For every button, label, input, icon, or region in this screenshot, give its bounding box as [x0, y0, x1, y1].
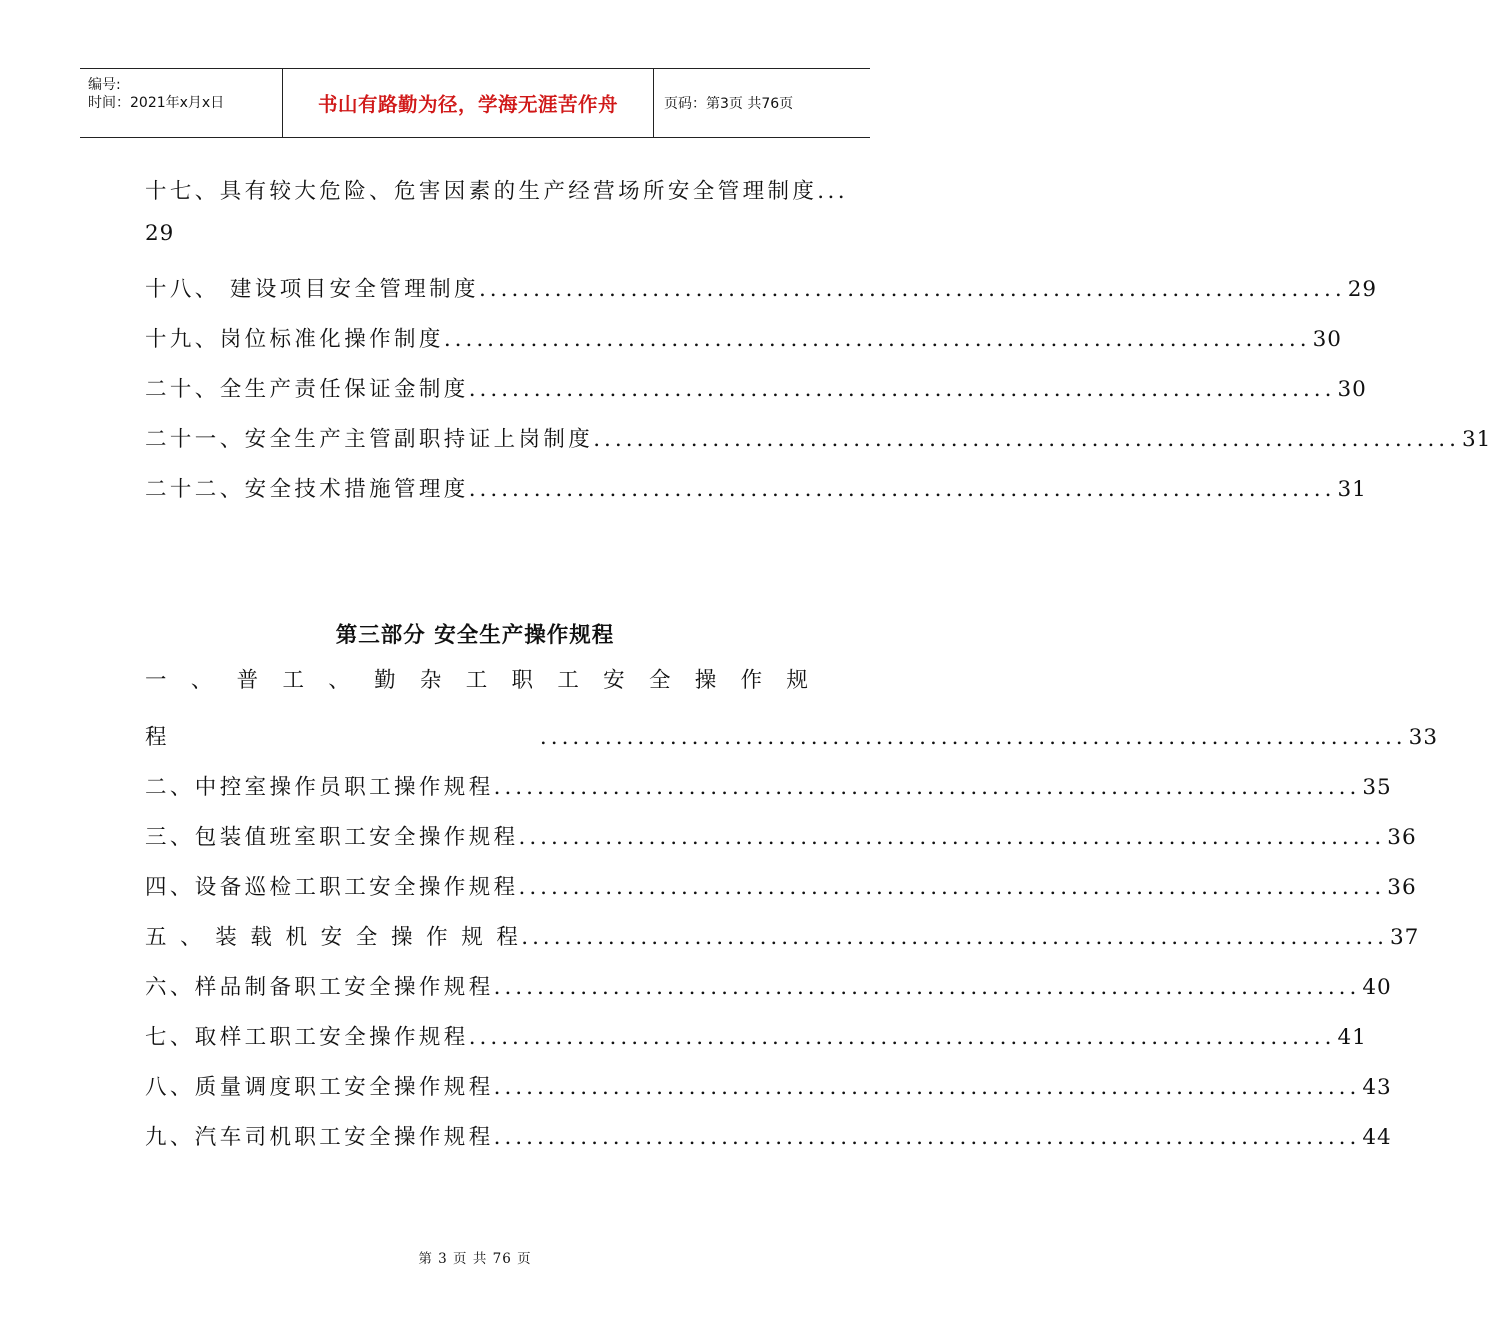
toc-item-page: 29 [145, 221, 175, 246]
toc-item [145, 320, 1342, 352]
toc-item [145, 1068, 1392, 1100]
page-footer: 第 3 页 共 76 页 [418, 1251, 532, 1267]
toc-item-page: 40 [1362, 974, 1392, 1000]
toc-char: 操 [694, 668, 717, 693]
toc-item-title: 二十一、安全生产主管副职持证上岗制度 [145, 426, 594, 452]
toc-item [145, 370, 1367, 402]
toc-item-title: 四、设备巡检工职工安全操作规程 [145, 874, 519, 900]
toc-char: 工 [557, 668, 579, 693]
toc-leader-dots: ................................................................................ [478, 276, 1346, 302]
toc-leader-dots: ................................................................................ [468, 1024, 1336, 1050]
toc-leader-dots: ................................................................................ [493, 1124, 1361, 1150]
toc-item [145, 270, 1378, 302]
toc-item-page: 31 [1461, 426, 1491, 452]
toc-item [145, 968, 1392, 1000]
toc-leader-dots: ................................................................................ [468, 376, 1336, 402]
document-code-label: 编号: [88, 77, 121, 93]
toc-leader-dots: ................................................................................ [518, 874, 1386, 900]
toc-leader-dots: ................................................................................ [521, 924, 1388, 950]
toc-char: 全 [648, 668, 671, 693]
document-header [80, 68, 870, 138]
section-title: 第三部分 安全生产操作规程 [335, 623, 615, 648]
toc-leader-dots: ................................................................................ [443, 326, 1311, 352]
toc-item-title: 二十二、安全技术措施管理度 [145, 476, 469, 502]
toc-item-justified [145, 670, 808, 692]
header-motto-cell [283, 69, 654, 137]
toc-char: 勤 [374, 668, 396, 693]
toc-item [145, 868, 1417, 900]
header-page-cell [654, 69, 870, 137]
toc-item-title: 十八、 建设项目安全管理制度 [145, 276, 479, 302]
toc-item-page: 33 [1408, 724, 1439, 750]
toc-item-title: 三、包装值班室职工安全操作规程 [145, 824, 519, 850]
toc-item [145, 420, 1491, 452]
toc-item-title: 七、取样工职工安全操作规程 [145, 1024, 469, 1050]
document-time-label: 时间：2021年x月x日 [88, 95, 225, 111]
toc-leader-dots: ................................................................................ [493, 974, 1361, 1000]
toc-item-page: 43 [1362, 1074, 1392, 1100]
toc-item-page: 30 [1312, 326, 1342, 352]
toc-leader-dots: ................................................................................ [468, 476, 1336, 502]
toc-leader-dots: ................................................................................ [539, 724, 1407, 750]
toc-item-page: 30 [1337, 376, 1367, 402]
toc-char: 工 [465, 668, 488, 693]
toc-item-title: 二、中控室操作员职工操作规程 [145, 774, 494, 800]
toc-char: 杂 [419, 668, 442, 693]
toc-item-page: 44 [1362, 1124, 1392, 1150]
toc-item [145, 818, 1417, 850]
toc-item [145, 470, 1367, 502]
toc-item-page: 35 [1362, 774, 1392, 800]
header-page-info: 页码：第3页 共76页 [664, 96, 794, 112]
toc-char: 一 [145, 668, 167, 693]
toc-char: 作 [740, 668, 763, 693]
toc-item-title: 十九、岗位标准化操作制度 [145, 326, 444, 352]
toc-char: 规 [786, 668, 808, 693]
toc-leader-dots: ................................................................................ [493, 774, 1361, 800]
toc-item-title: 十七、具有较大危险、危害因素的生产经营场所安全管理制度... [145, 178, 849, 204]
toc-char: 、 [328, 668, 350, 693]
toc-item-page: 41 [1337, 1024, 1367, 1050]
toc-leader-dots: ................................................................................ [518, 824, 1386, 850]
toc-item-title: 五 、 装 载 机 安 全 操 作 规 程 [145, 924, 522, 950]
toc-item-title: 六、样品制备职工安全操作规程 [145, 974, 494, 1000]
toc-item [145, 1018, 1367, 1050]
header-meta-cell [80, 69, 283, 137]
toc-item [145, 768, 1392, 800]
toc-item [145, 172, 849, 204]
toc-item [145, 918, 1420, 950]
toc-char: 职 [511, 668, 534, 693]
toc-item-page: 36 [1387, 874, 1417, 900]
toc-item-page: 29 [1347, 276, 1378, 302]
toc-item-title: 九、汽车司机职工安全操作规程 [145, 1124, 494, 1150]
toc-char: 安 [603, 668, 625, 693]
toc-item-page: 36 [1387, 824, 1417, 850]
toc-item-page: 37 [1390, 924, 1420, 950]
toc-item-title: 程 [145, 724, 170, 750]
toc-char: 、 [190, 668, 213, 693]
toc-char: 工 [282, 668, 304, 693]
toc-leader-dots: ................................................................................ [493, 1074, 1361, 1100]
toc-char: 普 [236, 668, 259, 693]
header-motto: 书山有路勤为径，学海无涯苦作舟 [317, 93, 618, 116]
toc-item-page: 31 [1337, 476, 1367, 502]
toc-item-continuation [145, 718, 1439, 750]
toc-item-title: 八、质量调度职工安全操作规程 [145, 1074, 494, 1100]
toc-item-title: 二十、全生产责任保证金制度 [145, 376, 469, 402]
toc-leader-dots: ................................................................................ [593, 426, 1460, 452]
toc-item [145, 1118, 1392, 1150]
